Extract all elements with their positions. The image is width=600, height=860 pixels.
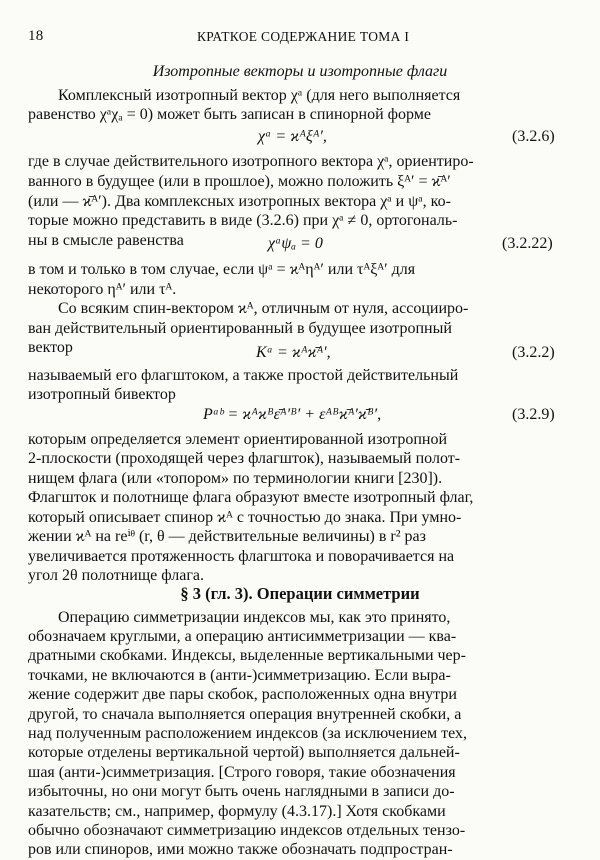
text-line: где в случае действительного изотропного вектора χᵃ, ориентиро- xyxy=(28,153,474,170)
text-line: которые отделены вертикальной чертой) выполняется дальней- xyxy=(28,744,460,761)
text-line: некоторого ηᴬ′ или τᴬ. xyxy=(28,281,177,298)
text-line: Комплексный изотропный вектор χᵃ (для него выполняется xyxy=(58,87,461,104)
page-number: 18 xyxy=(28,28,44,44)
text-line: дратными скобками. Индексы, выделенные вертикальными чер- xyxy=(28,647,466,664)
text-line: вектор xyxy=(28,339,73,356)
text-line: 2-плоскости (проходящей через флагшток), называемый полот- xyxy=(28,450,461,467)
text-line: ны в смысле равенства xyxy=(28,232,184,249)
text-line: Операцию симметризации индексов мы, как это принято, xyxy=(58,609,451,626)
equation-number: (3.2.2) xyxy=(512,344,555,361)
text-line: Флагшток и полотнище флага образуют вместе изотропный флаг, xyxy=(28,489,474,506)
equation-3-2-2: Kᵃ = ϰᴬϰ̄ᴬ′, xyxy=(256,344,331,361)
text-line: обычно обозначают симметризацию индексов отдельных тензо- xyxy=(28,822,466,839)
running-title: КРАТКОЕ СОДЕРЖАНИЕ ТОМА I xyxy=(197,29,410,44)
equation-number: (3.2.6) xyxy=(512,128,555,145)
text-line: увеличивается протяженность флагштока и поворачивается на xyxy=(28,548,455,565)
text-line: ров или спиноров, ими можно также обозначать подпростран- xyxy=(28,841,453,858)
text-line: (или — ϰ̄ᴬ′). Два комплексных изотропных вектора χᵃ и ψᵃ, ко- xyxy=(28,193,451,210)
text-line: торые можно представить в виде (3.2.6) при χᵃ ≠ 0, ортогональ- xyxy=(28,212,458,229)
text-line: изотропный бивектор xyxy=(28,386,176,403)
text-line: нищем флага (или «топором» по терминологии книги [230]). xyxy=(28,470,443,487)
text-line: Со всяким спин-вектором ϰᴬ, отличным от нуля, ассоцииро- xyxy=(58,300,469,317)
text-line: жении ϰᴬ на reⁱᶿ (r, θ — действительные величины) в r² раз xyxy=(28,528,426,545)
text-line: над полученным расположением индексов (за исключением тех, xyxy=(28,725,468,742)
equation-number: (3.2.9) xyxy=(512,406,555,423)
text-line: точками, не включаются в (анти-)симметризацию. Если выра- xyxy=(28,667,451,684)
equation-3-2-22: χᵃψₐ = 0 xyxy=(268,235,323,252)
section-heading: § 3 (гл. 3). Операции симметрии xyxy=(180,584,420,603)
text-line: шая (анти-)симметризация. [Строго говоря, такие обозначения xyxy=(28,764,456,781)
text-line: другой, то сначала выполняется операция внутренней скобки, а xyxy=(28,706,462,723)
text-line: обозначаем круглыми, а операцию антисимметризации — ква- xyxy=(28,628,457,645)
text-line: избыточны, но они могут быть очень наглядными в записи до- xyxy=(28,783,455,800)
text-line: равенство χᵃχₐ = 0) может быть записан в спинорной форме xyxy=(28,106,432,123)
text-line: который описывает спинор ϰᴬ с точностью до знака. При умно- xyxy=(28,509,462,526)
text-line: ван действительный ориентированный в будущее изотропный xyxy=(28,320,452,337)
text-line: угол 2θ полотнище флага. xyxy=(28,567,204,584)
subsection-title: Изотропные векторы и изотропные флаги xyxy=(152,63,448,80)
text-line: которым определяется элемент ориентированной изотропной xyxy=(28,431,448,448)
equation-3-2-6: χᵃ = ϰᴬξᴬ′, xyxy=(258,128,327,145)
text-line: жение содержит две пары скобок, расположенных одна внутри xyxy=(28,686,457,703)
equation-3-2-9: Pᵃᵇ = ϰᴬϰᴮε̄ᴬ′ᴮ′ + εᴬᴮϰ̄ᴬ′ϰ̄ᴮ′, xyxy=(203,406,382,423)
text-line: в том и только в том случае, если ψᵃ = ϰᴬηᴬ′ или τᴬξᴬ′ для xyxy=(28,261,416,278)
text-line: казательств; см., например, формулу (4.3.17).] Хотя скобками xyxy=(28,803,446,820)
text-line: ванного в будущее (или в прошлое), можно положить ξᴬ′ = ϰ̄ᴬ′ xyxy=(28,173,451,190)
equation-number: (3.2.22) xyxy=(502,235,553,252)
text-line: называемый его флагштоком, а также простой действительный xyxy=(28,367,459,384)
